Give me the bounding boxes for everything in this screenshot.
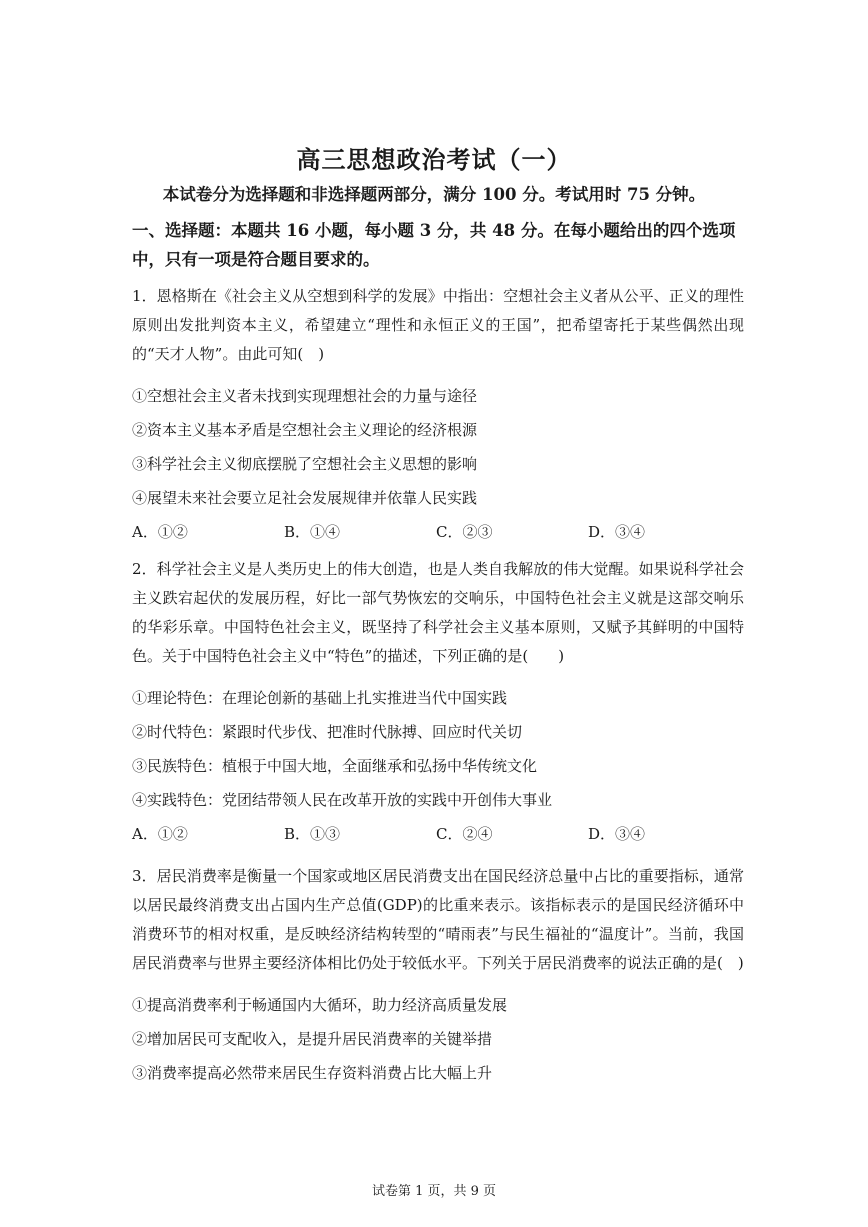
choice-d: D．③④ (588, 825, 646, 843)
choice-c: C．②④ (436, 825, 493, 843)
statement: ③科学社会主义彻底摆脱了空想社会主义思想的影响 (132, 455, 478, 473)
statement: ①理论特色：在理论创新的基础上扎实推进当代中国实践 (132, 689, 508, 707)
statement: ④实践特色：党团结带领人民在改革开放的实践中开创伟大事业 (132, 791, 553, 809)
statement: ②资本主义基本矛盾是空想社会主义理论的经济根源 (132, 421, 478, 439)
choice-b: B．①③ (284, 825, 341, 843)
choice-d: D．③④ (588, 523, 646, 541)
question-stem: 1．恩格斯在《社会主义从空想到科学的发展》中指出：空想社会主义者从公平、正义的理性原则出发批判资本主义，希望建立“理性和永恒正义的王国”，把希望寄托于某些偶然出现的“天才人物”。由此可知( ) (132, 287, 744, 363)
question-3 (132, 862, 744, 1090)
statement: ②增加居民可支配收入，是提升居民消费率的关键举措 (132, 1030, 493, 1048)
question-2 (132, 555, 744, 851)
statement: ③民族特色：植根于中国大地，全面继承和弘扬中华传统文化 (132, 757, 538, 775)
statement: ④展望未来社会要立足社会发展规律并依靠人民实践 (132, 489, 478, 507)
page-footer: 试卷第 1 页，共 9 页 (371, 1184, 497, 1199)
answer-choices (132, 817, 744, 851)
statement: ②时代特色：紧跟时代步伐、把准时代脉搏、回应时代关切 (132, 723, 523, 741)
statement: ③消费率提高必然带来居民生存资料消费占比大幅上升 (132, 1064, 493, 1082)
choice-b: B．①④ (284, 523, 341, 541)
statement: ①提高消费率利于畅通国内大循环，助力经济高质量发展 (132, 996, 508, 1014)
choice-a: A．①② (132, 523, 188, 541)
statement: ①空想社会主义者未找到实现理想社会的力量与途径 (132, 387, 478, 405)
choice-a: A．①② (132, 825, 188, 843)
question-stem: 3．居民消费率是衡量一个国家或地区居民消费支出在国民经济总量中占比的重要指标，通常以居民最终消费支出占国内生产总值(GDP)的比重来表示。该指标表示的是国民经济循环中消费环节的相对权重，是反映经济结构转型的“晴雨表”与民生福祉的“温度计”。当前，我国居民消费率与世界主要经济体相比仍处于较低水平。下列关于居民消费率的说法正确的是( ) (132, 867, 744, 972)
exam-intro: 本试卷分为选择题和非选择题两部分，满分 100 分。考试用时 75 分钟。 (162, 185, 706, 204)
section-heading: 一、选择题：本题共 16 小题，每小题 3 分，共 48 分。在每小题给出的四个选项中，只有一项是符合题目要求的。 (132, 221, 736, 269)
question-1 (132, 282, 744, 549)
statement-list (132, 681, 744, 817)
statement-list (132, 379, 744, 515)
statement-list (132, 988, 744, 1090)
answer-choices (132, 515, 744, 549)
question-stem: 2．科学社会主义是人类历史上的伟大创造，也是人类自我解放的伟大觉醒。如果说科学社会主义跌宕起伏的发展历程，好比一部气势恢宏的交响乐，中国特色社会主义就是这部交响乐的华彩乐章。中国特色社会主义，既坚持了科学社会主义基本原则，又赋予其鲜明的中国特色。关于中国特色社会主义中“特色”的描述，下列正确的是( ) (132, 560, 744, 665)
choice-c: C．②③ (436, 523, 493, 541)
exam-title: 高三思想政治考试（一） (296, 145, 572, 174)
